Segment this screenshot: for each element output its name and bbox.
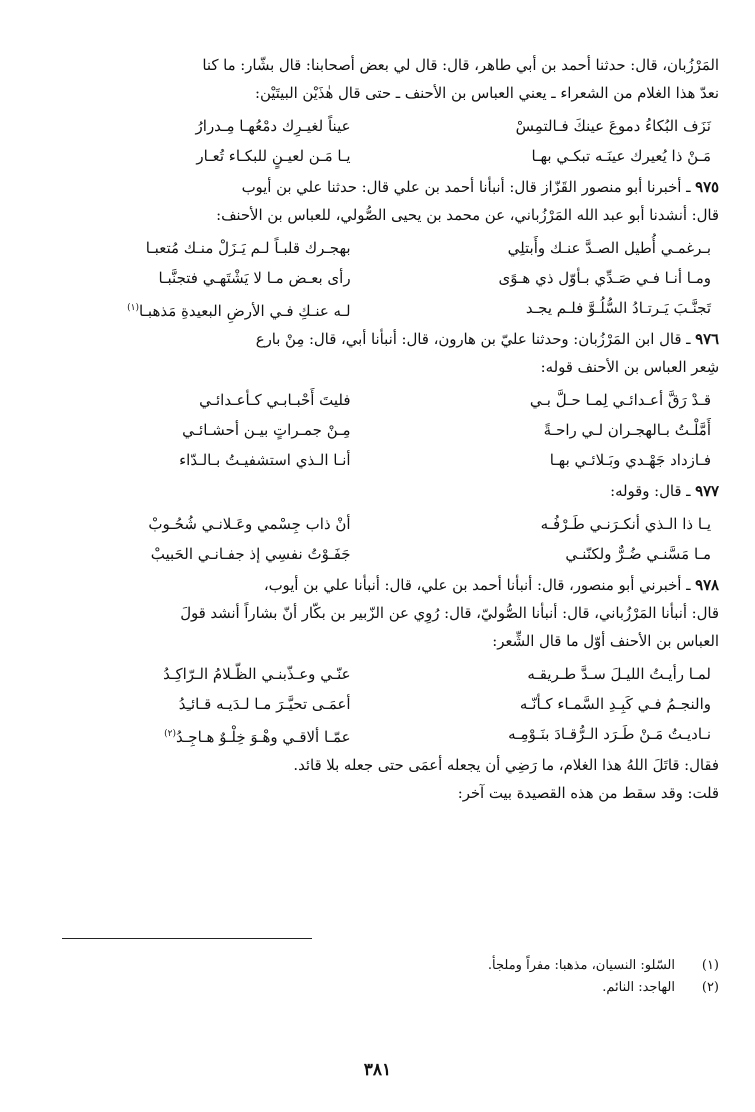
entry-text: ـ قال ابن المَرْزُبان: وحدثنا عليّ بن هارون، قال: أنبأنا أبي، قال: مِنْ بارع: [255, 331, 696, 348]
verse-line: [62, 263, 719, 293]
second-hemistich: أنـا الـذي استشفيـتُ بـالـدّاء: [179, 451, 351, 469]
entry-number: ٩٧٥: [695, 179, 719, 196]
poem-2: [62, 233, 719, 323]
first-hemistich: مَـنْ ذا يُعيرك عينَـه تبكـي بهـا: [531, 147, 711, 165]
first-hemistich: يـا ذا الـذي أنكـرَنـي طَـرْفُـه: [540, 515, 711, 533]
first-hemistich: لمـا رأيـتُ الليـلَ سـدَّ طـريقـه: [527, 665, 711, 683]
second-hemistich: [62, 719, 391, 749]
hemistich-text: لـه عنـكِ فـي الأرضِ البعيدةِ مَذهبـا: [138, 302, 351, 320]
footnote-number: (٢): [701, 980, 719, 995]
second-hemistich: رأى بعـض مـا لا يَشْتَهـي فتجنَّبـا: [158, 269, 351, 287]
first-hemistich: أَمَّلْـتُ بـالهجـران لـي راحـةً: [543, 421, 711, 439]
poem-1: [62, 111, 719, 171]
closing-paragraph: [62, 752, 719, 808]
first-hemistich: بـرغمـي أُطيل الصـدَّ عنـك وأَبتلِي: [507, 239, 711, 257]
entry-number: ٩٧٧: [695, 483, 719, 500]
closing-line: قلت: وقد سقط من هذه القصيدة بيت آخر:: [457, 785, 719, 802]
first-hemistich: ومـا أنـا فـي صَـدِّي بـأوّل ذي هـوًى: [498, 269, 711, 287]
footnote-marker: (٢): [164, 729, 177, 739]
first-hemistich: مـا مَسَّنـي ضُـرٌّ ولكنّنـي: [565, 545, 711, 563]
footnote: [62, 977, 719, 999]
second-hemistich: بهجـرك قلبـاً لـم يَـزَلْ منـك مُتعبـا: [145, 239, 351, 257]
closing-line: فقال: قاتَلَ اللهُ هذا الغلام، ما رَضِي أن يجعله أعمَى حتى جعله بلا قائد.: [293, 757, 719, 774]
entry-line: العباس بن الأحنف أوّل ما قال الشِّعر:: [492, 633, 719, 650]
second-hemistich: أعمَـى تحيَّـرَ مـا لـدَيـه قـائـِدُ: [178, 695, 351, 713]
footnote-divider: [62, 938, 312, 939]
entry-text: ـ أخبرنا أبو منصور القَزّاز قال: أنبأنا أحمد بن علي قال: حدثنا علي بن أيوب: [241, 179, 696, 196]
entry-text: ـ أخبرني أبو منصور، قال: أنبأنا أحمد بن علي، قال: أنبأنا علي بن أيوب،: [263, 577, 696, 594]
second-hemistich: فليتَ أَحْبـابـي كـأعـدائـي: [199, 391, 351, 409]
first-hemistich: فـازداد جَهْـدي وبَـلائـي بهـا: [549, 451, 711, 469]
verse-line: [62, 445, 719, 475]
page-number: ٣٨١: [363, 1060, 392, 1080]
entry-977: [62, 478, 719, 506]
verse-line: [62, 293, 719, 323]
verse-line: [62, 111, 719, 141]
first-hemistich: نَزَف البُكاءُ دموعَ عينكَ فـالتمِسْ: [515, 117, 711, 135]
entry-number: ٩٧٦: [695, 331, 719, 348]
poem-3: [62, 385, 719, 475]
verse-line: [62, 385, 719, 415]
entry-line: [62, 174, 719, 202]
entry-line: قال: أنبأنا المَرْزُباني، قال: أنبأنا الصُّوليّ، قال: رُوِي عن الزّبير بن بكّار أنّ بشاراً أنشد قولَ: [180, 605, 719, 622]
first-hemistich: تَجنَّـبَ يَـرتـادُ السُّلُـوَّ فلـم يجـد: [525, 299, 711, 317]
verse-line: [62, 689, 719, 719]
first-hemistich: قـدْ رَقَّ أعـدائـي لِمـا حـلَّ بـي: [529, 391, 711, 409]
entry-number: ٩٧٨: [695, 577, 719, 594]
first-hemistich: والنجـمُ فـي كَبِـدِ السَّمـاء كـأنّـه: [519, 695, 711, 713]
second-hemistich: [62, 293, 391, 323]
verse-line: [62, 415, 719, 445]
entry-line: [62, 326, 719, 354]
verse-line: [62, 141, 719, 171]
footnote-text: الهاجد: النائم.: [602, 980, 675, 995]
entry-975: [62, 174, 719, 230]
second-hemistich: مِـنْ جمـراتٍ بيـن أحشـائـي: [182, 421, 351, 439]
intro-paragraph: [62, 52, 719, 108]
footnote: [62, 955, 719, 977]
verse-line: [62, 719, 719, 749]
entry-line: شِعر العباس بن الأحنف قوله:: [540, 359, 719, 376]
second-hemistich: عنّـي وعـذّبنـي الظّـلامُ الـرّاكِـدُ: [163, 665, 351, 683]
entry-978: [62, 572, 719, 656]
verse-line: [62, 659, 719, 689]
second-hemistich: عيناً لغيـرِك دمْعُهـا مِـدرارُ: [195, 117, 351, 135]
second-hemistich: يـا مَـن لعيـنٍ للبكـاء تُعـار: [196, 147, 351, 165]
poem-4: [62, 509, 719, 569]
footnote-number: (١): [701, 958, 719, 973]
first-hemistich: نـاديـتُ مَـنْ طَـرَد الـرُّقـادَ بنَـوْمِـه: [508, 725, 711, 743]
entry-line: [62, 478, 719, 506]
verse-line: [62, 509, 719, 539]
hemistich-text: عمّـا ألاقـي وهْـوَ خِلْـوٌ هـاجِـدُ: [176, 728, 351, 746]
intro-line: المَرْزُبان، قال: حدثنا أحمد بن أبي طاهر، قال: قال لي بعض أصحابنا: قال بشّار: ما كنا: [202, 57, 719, 74]
page-body: [62, 52, 719, 808]
second-hemistich: جَفَـوْتُ نفسِي إذ جفـانـي الحَبيبْ: [150, 545, 351, 563]
footnotes: [62, 955, 719, 999]
footnote-text: السّلو: النسيان، مذهبا: مفراً وملجأ.: [487, 958, 675, 973]
entry-text: ـ قال: وقوله:: [610, 483, 696, 500]
poem-5: [62, 659, 719, 749]
verse-line: [62, 233, 719, 263]
intro-line: نعدّ هذا الغلام من الشعراء ـ يعني العباس بن الأحنف ـ حتى قال هٰذَيْن البيتَيْن:: [254, 85, 719, 102]
entry-line: [62, 572, 719, 600]
entry-976: [62, 326, 719, 382]
verse-line: [62, 539, 719, 569]
footnote-marker: (١): [127, 303, 139, 313]
second-hemistich: أنْ ذاب جِسْمي وعَـلانـي شُحُـوبْ: [148, 515, 351, 533]
entry-line: قال: أنشدنا أبو عبد الله المَرْزُباني، عن محمد بن يحيى الصُّولي، للعباس بن الأحنف:: [216, 207, 719, 224]
